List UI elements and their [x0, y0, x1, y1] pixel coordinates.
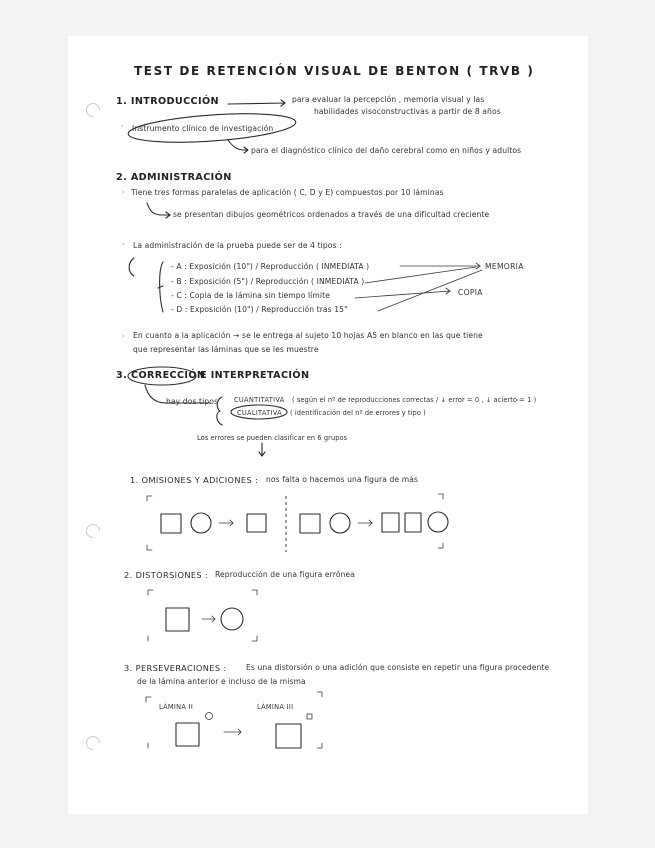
admin-type-c: - C : Copia de la lámina sin tiempo límite: [171, 291, 330, 300]
section-heading-num: 3.: [116, 370, 128, 381]
cuantitativa-text: ( según el nº de reproducciones correctas / ↓ error = 0 , ↓ acierto = 1 ): [292, 396, 537, 404]
admin-forms: Tiene tres formas paralelas de aplicación ( C, D y E) compuestos por 10 láminas: [131, 188, 444, 197]
error-text-distorsiones: Reproducción de una figura errónea: [215, 570, 355, 579]
errors-groups: Los errores se pueden clasificar en 6 grupos: [197, 434, 348, 442]
intro-diagnosis: para el diagnóstico clínico del daño cerebral como en niños y adultos: [251, 146, 522, 155]
error-label-omisiones: 1. OMISIONES Y ADICIONES :: [130, 475, 259, 485]
admin-drawings: se presentan dibujos geométricos ordenados a través de una dificultad creciente: [173, 210, 490, 219]
admin-type-a: - A : Exposición (10") / Reproducción ( INMEDIATA ): [171, 262, 370, 271]
intro-purpose-line2: habilidades visoconstructivas a partir de 8 años: [314, 107, 501, 116]
admin-types-intro: La administración de la prueba puede ser de 4 tipos :: [133, 241, 342, 250]
cualitativa-label: CUALITATIVA: [237, 409, 282, 417]
section-heading-administracion: 2. ADMINISTRACIÓN: [116, 172, 232, 183]
bullet: ·: [122, 332, 125, 341]
error-text-omisiones: nos falta o hacemos una figura de más: [266, 475, 419, 484]
lamina-right-label: LÁMINA III: [257, 703, 294, 711]
section-heading-interpretacion: E INTERPRETACIÓN: [200, 370, 310, 381]
cualitativa-text: ( identificación del nº de errores y tipo ): [290, 409, 426, 417]
admin-sheets-line2: que representar las láminas que se les muestre: [133, 345, 319, 354]
bullet: ·: [122, 240, 125, 249]
bullet: ·: [122, 188, 125, 197]
admin-type-b: - B : Exposición (5") / Reproducción ( INMEDIATA ): [171, 277, 365, 286]
two-types: hay dos tipos: [166, 397, 219, 406]
admin-type-d: - D : Exposición (10") / Reproducción tras 15": [171, 305, 348, 314]
error-label-perseveraciones: 3. PERSEVERACIONES :: [124, 663, 227, 673]
admin-sheets-line1: En cuanto a la aplicación → se le entrega al sujeto 10 hojas A5 en blanco en las que tiene: [133, 331, 483, 340]
page-title: TEST DE RETENCIÓN VISUAL DE BENTON ( TRVB ): [134, 64, 535, 78]
lamina-left-label: LÁMINA II: [159, 703, 194, 711]
bullet: ·: [121, 122, 124, 131]
error-text-perseveraciones-2: de la lámina anterior e incluso de la misma: [137, 677, 306, 686]
intro-instrument: Instrumento clínico de investigación: [132, 124, 274, 133]
section-heading-correccion: CORRECCIÓN: [131, 370, 206, 381]
cuantitativa-label: CUANTITATIVA: [234, 396, 285, 404]
section-heading-introduccion: 1. INTRODUCCIÓN: [116, 96, 219, 107]
memoria-label: MEMORIA: [485, 262, 524, 271]
intro-purpose-line1: para evaluar la percepción , memoria visual y las: [292, 95, 485, 104]
error-text-perseveraciones: Es una distorsión o una adición que consiste en repetir una figura procedente: [246, 663, 550, 672]
copia-label: COPIA: [458, 288, 483, 297]
error-label-distorsiones: 2. DISTORSIONES :: [124, 570, 209, 580]
